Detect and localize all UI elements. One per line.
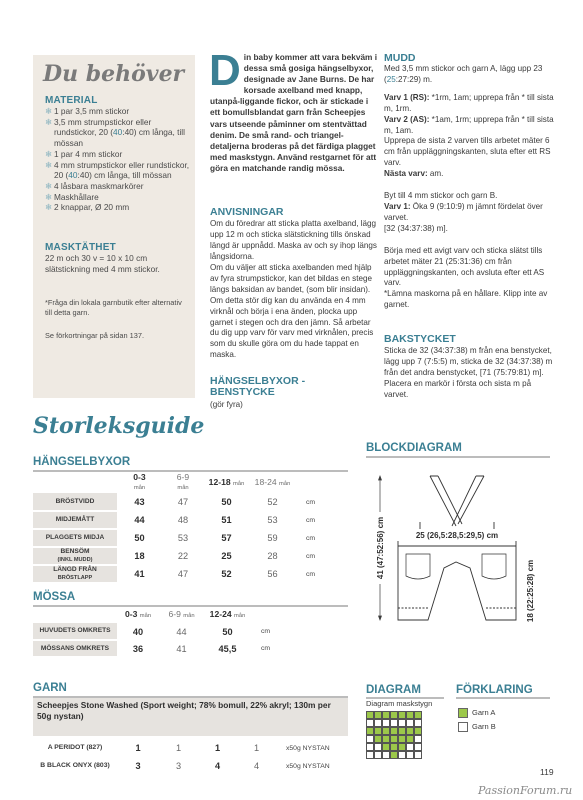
mudd-row2-label: Varv 2 (AS):	[384, 114, 430, 124]
stitch-cell-b	[398, 719, 406, 727]
size-value-cell: 40	[132, 626, 144, 637]
snowflake-bullet-icon: ❄	[45, 202, 52, 213]
garn-brand: Scheepjes	[37, 700, 79, 710]
stitch-cell-a	[374, 711, 382, 719]
size-value-cell: 56	[267, 569, 278, 579]
hangsel-table-body	[33, 493, 348, 583]
unit-cell: cm	[306, 516, 316, 524]
stitch-cell-a	[398, 727, 406, 735]
mudd-row2-text: *1am, 1rm; upprepa från * till sista m, 1am.	[384, 114, 554, 135]
overalls-schematic	[358, 458, 558, 658]
mossa-table-heading: MÖSSA	[33, 591, 76, 603]
material-item-text-b: :40) cm långa, till mössan	[54, 127, 185, 149]
material-heading: MATERIAL	[45, 95, 98, 106]
garn-value-cell: 3	[175, 761, 182, 771]
mudd-next-row	[384, 169, 554, 180]
mossa-size-header	[33, 608, 348, 623]
row-label-subtext: BRÖSTLAPP	[57, 575, 93, 581]
mudd-increase-text: Öka 9 (9:10:9) m jämnt fördelat över varvet.	[384, 201, 543, 222]
mudd-increase-label: Varv 1:	[384, 201, 411, 211]
material-item-text-a: 3,5 mm strumpstickor eller rundstickor, 20 (	[54, 116, 152, 138]
material-item-text	[54, 149, 122, 160]
material-item-text-a: Maskhållare	[54, 191, 99, 202]
stitch-cell-a	[390, 711, 398, 719]
legend-rule	[456, 697, 550, 699]
mossa-table-rule	[33, 605, 348, 607]
stitch-chart	[366, 711, 422, 761]
mudd-next-text: am.	[427, 169, 444, 179]
mudd-knit-length: Börja med ett avigt varv och sticka slätst tills arbetet mäter 21 (25:31:36) cm från uppläggningskanten, och avsluta efter ett AS varv.	[384, 245, 545, 288]
table-row	[33, 529, 348, 547]
size-column-header	[117, 608, 159, 623]
stitch-cell-b	[390, 719, 398, 727]
size-value-cell: 53	[177, 533, 189, 543]
stitch-cell-a	[406, 727, 414, 735]
unit-cell: cm	[261, 645, 271, 652]
material-item	[45, 117, 193, 149]
unit-cell: cm	[306, 534, 316, 542]
size-guide-title: Storleksguide	[33, 413, 205, 439]
material-item-text-a: 4 mm strumpstickor eller rundstickor, 20 (	[54, 159, 190, 181]
bakstycket-text: Sticka de 32 (34:37:38) m från ena benstycket, lägg upp 7 (7:5:5) m, sticka de 32 (34:37:38) m från det andra benstycket, [71 (75:79:81) m]. Placera en markör i första och sista m på varvet.	[384, 346, 553, 399]
legend-label-a: Garn A	[472, 708, 496, 717]
stitch-cell-a	[390, 727, 398, 735]
mudd-cast-on-b: 25	[386, 74, 396, 84]
stitch-cell-a	[398, 743, 406, 751]
stitch-cell-a	[382, 711, 390, 719]
stitch-cell-a	[382, 727, 390, 735]
size-value-cell: 44	[176, 626, 187, 637]
garn-row	[33, 739, 348, 757]
material-item-text-hl: 40	[68, 170, 78, 181]
size-value: 0-3	[124, 609, 138, 619]
mudd-heading: MUDD	[384, 52, 416, 64]
hangsel-table-rule	[33, 470, 348, 472]
size-value-cell: 22	[177, 551, 189, 561]
watermark: PassionForum.ru	[478, 784, 573, 797]
corner-cell	[33, 473, 117, 493]
garn-heading: GARN	[33, 682, 67, 694]
legend-heading: FÖRKLARING	[456, 684, 533, 696]
snowflake-bullet-icon: ❄	[45, 159, 52, 170]
material-item-text	[54, 160, 193, 181]
anvisningar-p1: Om du föredrar att sticka platta axelband, lägg upp 12 m och sticka slätstickning tills önskad längd är uppnådd. Maska av och sy ihop längs långsidorna.	[210, 219, 377, 261]
stitch-cell-b	[374, 743, 382, 751]
size-value-cell: 25	[221, 551, 232, 561]
mossa-table-body	[33, 623, 348, 657]
table-row	[33, 565, 348, 583]
hangsel-size-table	[33, 473, 348, 584]
material-item-text	[54, 106, 129, 117]
stitch-cell-a	[414, 727, 422, 735]
stitch-cell-a	[406, 735, 414, 743]
size-unit: mån	[279, 480, 291, 487]
garn-row-label: B BLACK ONYX (803)	[33, 757, 117, 775]
row-label-text: MÖSSANS OMKRETS	[40, 644, 110, 652]
unit-cell: cm	[261, 628, 271, 635]
material-list	[45, 106, 193, 213]
anvisningar-p2: Om du väljer att sticka axelbanden med hjälp av fyra strumpstickor, kan det bildas en stege längs baksidan av bandet, (som blir insidan). Om detta stör dig kan du använda en 4 mm virknål och börja i ena änden, plocka upp garnet i stegen och dra den jämn. Så arbetar du dig upp varv för varv med virknålen, precis som du skulle göra om du hade tappat en maska.	[210, 263, 374, 360]
stitch-cell-b	[374, 751, 382, 759]
garn-value-cell: 1	[214, 743, 221, 753]
stitch-cell-a	[414, 711, 422, 719]
garn-description	[33, 698, 348, 723]
material-item-text-a: 4 låsbara maskmarkörer	[54, 180, 144, 191]
material-item-text-hl: 40	[113, 127, 123, 138]
stitch-cell-a	[382, 743, 390, 751]
material-item-text-a: 2 knappar, Ø 20 mm	[54, 202, 130, 213]
material-item-text-a: 1 par 3,5 mm stickor	[54, 106, 130, 116]
stitch-cell-a	[390, 751, 398, 759]
mudd-row1-text: *1rm, 1am; upprepa från * till sista m, 1rm.	[384, 92, 554, 113]
size-value: 6-9	[176, 472, 190, 482]
snowflake-bullet-icon: ❄	[45, 180, 52, 191]
stitch-cell-b	[374, 719, 382, 727]
drop-cap: D	[209, 46, 241, 95]
size-value-cell: 28	[267, 551, 278, 561]
mudd-cast-on-c: :27:29) m.	[395, 74, 433, 84]
stitch-cell-b	[414, 743, 422, 751]
mudd-row2	[384, 115, 554, 137]
mudd-next-label: Nästa varv:	[384, 169, 428, 179]
size-value: 0-3	[133, 472, 146, 482]
size-value-cell: 50	[134, 533, 145, 543]
stitch-cell-a	[374, 735, 382, 743]
size-column-header	[204, 473, 249, 493]
material-item	[45, 181, 193, 192]
row-label-text: BRÖSTVIDD	[55, 497, 95, 505]
unit-header	[251, 608, 348, 623]
gauge-heading: MASKTÄTHET	[45, 242, 116, 253]
row-label-text: PLAGGETS MIDJA	[45, 534, 105, 541]
blockdiagram-width-label: 25 (26,5:28,5:29,5) cm	[415, 531, 499, 540]
stitch-cell-a	[398, 711, 406, 719]
size-value: 12-24	[209, 609, 232, 619]
mudd-holder: *Lämna maskorna på en hållare. Klipp inte av garnet.	[384, 289, 548, 310]
stitch-cell-a	[406, 711, 414, 719]
anvisningar-heading: ANVISNINGAR	[210, 206, 284, 218]
abbreviations-note: Se förkortningar på sidan 137.	[45, 331, 145, 340]
stitch-cell-a	[366, 711, 374, 719]
garn-value-cell: 4	[214, 761, 221, 771]
size-unit: mån	[234, 613, 246, 619]
garn-desc-text: Stone Washed (Sport weight; 78% bomull, 22% akryl; 130m per 50g nystan)	[37, 700, 331, 721]
stitch-cell-b	[406, 751, 414, 759]
size-value-cell: 53	[267, 515, 278, 525]
size-value-cell: 52	[267, 497, 278, 507]
size-value-cell: 18	[134, 551, 145, 561]
mudd-text	[384, 64, 554, 311]
size-unit: mån	[183, 613, 195, 619]
material-item-text-b: :40) cm långa, till mössan	[77, 170, 172, 181]
materials-box	[33, 55, 195, 398]
material-item	[45, 149, 193, 160]
blockdiagram-leg-label: 18 (22:25:28) cm	[526, 559, 535, 623]
material-item	[45, 106, 193, 117]
intro-paragraph	[209, 46, 378, 174]
stitch-cell-a	[398, 735, 406, 743]
mudd-increase	[384, 202, 554, 224]
row-label-text: BENSÖM	[60, 548, 90, 555]
table-row	[33, 640, 348, 657]
size-value-cell: 51	[221, 515, 232, 525]
garn-row-label: A PERIDOT (827)	[33, 739, 117, 757]
size-value-cell: 44	[134, 515, 145, 525]
corner-cell	[33, 608, 117, 623]
garn-value-cell: 3	[135, 761, 141, 771]
unit-cell: cm	[306, 570, 316, 578]
stitch-cell-b	[366, 735, 374, 743]
size-value-cell: 48	[177, 515, 189, 525]
stitch-cell-b	[414, 751, 422, 759]
snowflake-bullet-icon: ❄	[45, 106, 52, 116]
table-row	[33, 547, 348, 565]
garn-value-cell: 1	[135, 743, 141, 753]
material-item-text	[54, 117, 193, 149]
stitch-cell-a	[374, 727, 382, 735]
material-item-text-a: 1 par 4 mm stickor	[54, 148, 123, 159]
stitch-cell-b	[366, 751, 374, 759]
garn-value-cell: 1	[253, 743, 260, 753]
row-label-subtext: (INKL MUDD)	[57, 557, 93, 563]
legend-label-b: Garn B	[472, 722, 496, 731]
size-unit: mån	[233, 480, 245, 487]
stitch-cell-a	[390, 735, 398, 743]
stitch-cell-b	[406, 743, 414, 751]
mudd-cast-on	[384, 64, 554, 86]
materials-title: Du behöver	[43, 61, 185, 87]
garn-value-cell: 1	[175, 743, 182, 753]
stitch-cell-b	[382, 751, 390, 759]
size-value-cell: 52	[221, 569, 232, 579]
bakstycket-heading: BAKSTYCKET	[384, 333, 456, 345]
size-unit: mån	[133, 485, 146, 491]
snowflake-bullet-icon: ❄	[45, 191, 52, 202]
mudd-row1	[384, 93, 554, 115]
hangsel-table-heading: HÄNGSELBYXOR	[33, 456, 131, 468]
gauge-text: 22 m och 30 v = 10 x 10 cm slätstickning med 4 mm stickor.	[45, 253, 160, 274]
size-value-cell: 43	[134, 497, 145, 507]
size-unit: mån	[139, 613, 152, 619]
snowflake-bullet-icon: ❄	[45, 148, 52, 159]
row-label	[33, 623, 117, 640]
row-label	[33, 565, 117, 583]
stitch-cell-a	[390, 743, 398, 751]
garn-table	[33, 739, 348, 775]
hangsel-heading: HÄNGSELBYXOR - BENSTYCKE	[210, 375, 306, 398]
row-label	[33, 640, 117, 657]
stitch-cell-a	[366, 727, 374, 735]
stitch-cell-b	[366, 719, 374, 727]
row-label-text: LÄNGD FRÅN	[53, 566, 97, 573]
size-value-cell: 45,5	[218, 643, 237, 654]
table-row	[33, 493, 348, 511]
unit-cell: cm	[306, 552, 316, 560]
table-row	[33, 511, 348, 529]
stitch-cell-b	[414, 719, 422, 727]
unit-cell: cm	[306, 498, 316, 506]
size-value: 12-18	[208, 476, 231, 487]
size-column-header	[162, 473, 204, 493]
garn-row	[33, 757, 348, 775]
row-label	[33, 511, 117, 529]
garn-description-box	[33, 698, 348, 736]
size-column-header	[249, 473, 296, 493]
size-column-header	[204, 608, 251, 623]
material-item	[45, 202, 193, 213]
garn-value-cell: 4	[253, 761, 260, 771]
legend-swatch-a	[458, 708, 468, 718]
diagram-heading: DIAGRAM	[366, 684, 421, 696]
garn-unit-cell: x50g NYSTAN	[286, 762, 330, 770]
mudd-switch: Byt till 4 mm stickor och garn B.	[384, 191, 498, 201]
stitch-cell-b	[366, 743, 374, 751]
mudd-cast-on-a: Med 3,5 mm stickor och garn A, lägg upp 23 (	[384, 64, 543, 84]
size-value: 18-24	[254, 476, 277, 487]
table-row	[33, 623, 348, 640]
size-unit: mån	[177, 485, 189, 491]
material-item-text	[54, 202, 129, 213]
size-value-cell: 59	[267, 533, 278, 543]
size-column-header	[117, 473, 162, 493]
mudd-increase-result: [32 (34:37:38) m].	[384, 223, 448, 233]
intro-text: in baby kommer att vara bekväm i dessa små gosiga hängselbyxor, designade av Jane Burns. De har korsade axelband med knapp, utanpå-liggande fickor, och är stickade i ett bomullsblandat garn från Scheepjes vars utseende påminner om stentvättad denim. De små rand- och triangel-detaljerna broderas på det färdiga plagget med maskstygn. Använd restgarnet för att göra en matchande randig mössa.	[210, 52, 378, 173]
size-value-cell: 47	[177, 497, 189, 507]
size-value-cell: 50	[222, 626, 233, 637]
yarn-note: *Fråga din lokala garnbutik efter alternativ till detta garn.	[45, 298, 182, 317]
diagram-subtitle: Diagram maskstygn	[366, 699, 433, 708]
row-label	[33, 547, 117, 565]
material-item-text	[54, 192, 99, 203]
mudd-row1-label: Varv 1 (RS):	[384, 92, 430, 102]
unit-header	[296, 473, 348, 493]
stitch-cell-b	[382, 719, 390, 727]
blockdiagram-heading: BLOCKDIAGRAM	[366, 442, 462, 454]
material-item-text	[54, 181, 143, 192]
material-item	[45, 192, 193, 203]
material-item	[45, 160, 193, 181]
size-value-cell: 57	[221, 533, 232, 543]
hangsel-subheading: (gör fyra)	[210, 400, 243, 409]
stitch-cell-a	[382, 735, 390, 743]
size-value-cell: 41	[134, 569, 145, 579]
size-value-cell: 50	[221, 497, 232, 507]
size-value-cell: 47	[177, 569, 189, 579]
garn-unit-cell: x50g NYSTAN	[286, 744, 330, 752]
garn-table-body	[33, 739, 348, 775]
stitch-cell-b	[414, 735, 422, 743]
row-label	[33, 529, 117, 547]
row-label	[33, 493, 117, 511]
stitch-cell-b	[406, 719, 414, 727]
mossa-size-table	[33, 608, 348, 658]
mudd-repeat: Upprepa de sista 2 varven tills arbetet mäter 6 cm från uppläggningskanten, sluta efter ett RS varv.	[384, 136, 551, 168]
size-value-cell: 36	[132, 643, 144, 654]
page-number: 119	[540, 767, 554, 777]
row-label-text: HUVUDETS OMKRETS	[39, 627, 111, 634]
legend-swatch-b	[458, 722, 468, 732]
size-value-cell: 41	[176, 643, 187, 654]
row-label-text: MIDJEMÅTT	[55, 516, 95, 523]
snowflake-bullet-icon: ❄	[45, 116, 52, 127]
size-value: 6-9	[168, 609, 181, 619]
blockdiagram-height-label: 41 (47:52:56) cm	[376, 516, 385, 580]
stitch-cell-b	[398, 751, 406, 759]
hangsel-size-header	[33, 473, 348, 493]
size-column-header	[159, 608, 204, 623]
